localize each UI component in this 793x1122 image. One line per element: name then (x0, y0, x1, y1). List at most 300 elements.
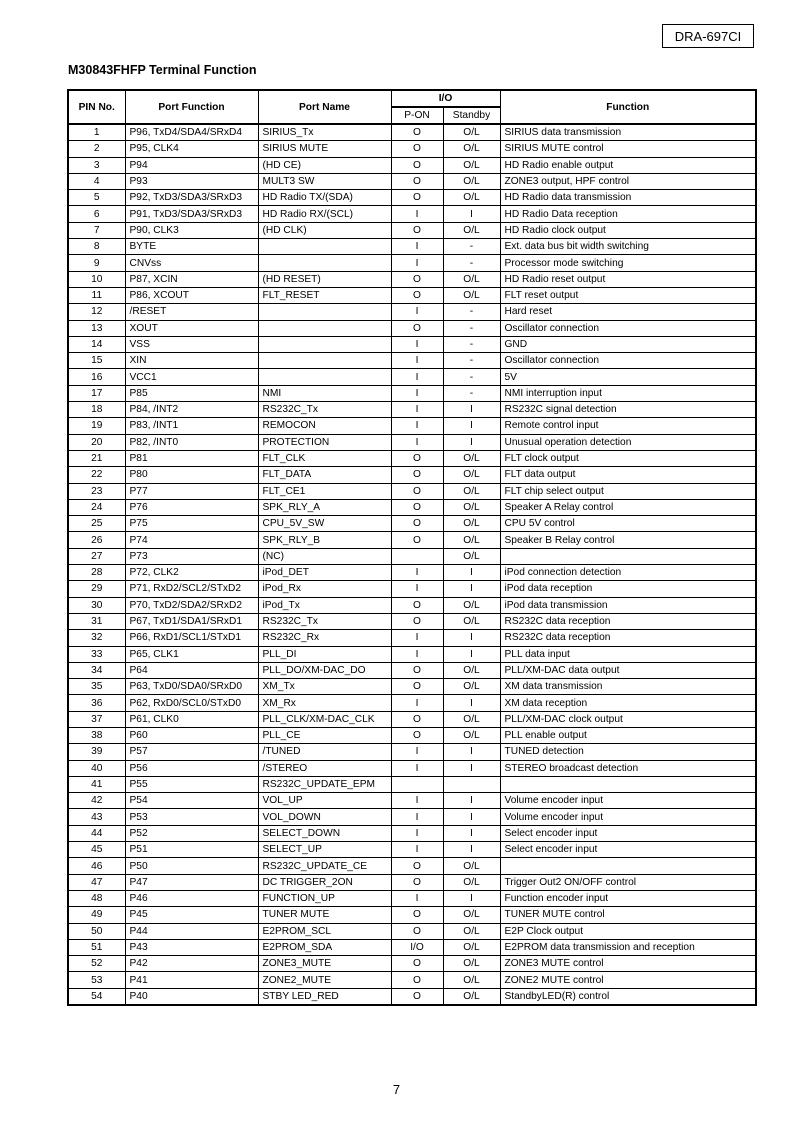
port-name: XM_Tx (258, 679, 391, 695)
io-p-on: O (391, 923, 443, 939)
table-row (68, 972, 756, 988)
header-port-function: Port Function (125, 90, 258, 124)
port-function: P65, CLK1 (125, 646, 258, 662)
function-description: Remote control input (500, 418, 756, 434)
pin-number: 4 (68, 173, 125, 189)
function-description: XM data transmission (500, 679, 756, 695)
io-standby: O/L (443, 141, 500, 157)
port-name (258, 304, 391, 320)
port-name: PLL_DI (258, 646, 391, 662)
function-description: ZONE3 output, HPF control (500, 173, 756, 189)
io-p-on: O (391, 320, 443, 336)
io-p-on: O (391, 173, 443, 189)
table-row (68, 890, 756, 906)
table-row (68, 206, 756, 222)
function-description: Processor mode switching (500, 255, 756, 271)
port-function: P76 (125, 499, 258, 515)
port-name: FLT_RESET (258, 287, 391, 303)
port-name: PLL_CLK/XM-DAC_CLK (258, 711, 391, 727)
port-function: P46 (125, 890, 258, 906)
function-description: Hard reset (500, 304, 756, 320)
function-description: ZONE3 MUTE control (500, 956, 756, 972)
function-description (500, 548, 756, 564)
port-function: P54 (125, 793, 258, 809)
function-description: ZONE2 MUTE control (500, 972, 756, 988)
function-description: iPod connection detection (500, 565, 756, 581)
port-function: P61, CLK0 (125, 711, 258, 727)
io-standby: O/L (443, 499, 500, 515)
function-description: Function encoder input (500, 890, 756, 906)
function-description: RS232C data reception (500, 613, 756, 629)
io-p-on: I/O (391, 939, 443, 955)
port-function: P71, RxD2/SCL2/STxD2 (125, 581, 258, 597)
function-description: iPod data transmission (500, 597, 756, 613)
function-description: Speaker B Relay control (500, 532, 756, 548)
port-name: E2PROM_SDA (258, 939, 391, 955)
pin-number: 52 (68, 956, 125, 972)
pin-number: 1 (68, 124, 125, 141)
terminal-function-table (67, 89, 757, 1006)
port-name: (NC) (258, 548, 391, 564)
io-standby: O/L (443, 124, 500, 141)
port-function: P92, TxD3/SDA3/SRxD3 (125, 190, 258, 206)
table-row (68, 516, 756, 532)
io-standby: O/L (443, 548, 500, 564)
io-standby: O/L (443, 597, 500, 613)
function-description: iPod data reception (500, 581, 756, 597)
io-p-on: I (391, 760, 443, 776)
pin-number: 46 (68, 858, 125, 874)
function-description: TUNED detection (500, 744, 756, 760)
function-description: Oscillator connection (500, 320, 756, 336)
table-row (68, 336, 756, 352)
table-row (68, 939, 756, 955)
io-standby: O/L (443, 287, 500, 303)
io-standby: I (443, 418, 500, 434)
function-description: Select encoder input (500, 825, 756, 841)
function-description: Volume encoder input (500, 809, 756, 825)
port-name: ZONE3_MUTE (258, 956, 391, 972)
pin-number: 35 (68, 679, 125, 695)
port-function: P70, TxD2/SDA2/SRxD2 (125, 597, 258, 613)
io-p-on: O (391, 467, 443, 483)
port-function: P50 (125, 858, 258, 874)
port-name: MULT3 SW (258, 173, 391, 189)
port-function: P73 (125, 548, 258, 564)
pin-number: 6 (68, 206, 125, 222)
table-row (68, 923, 756, 939)
pin-number: 48 (68, 890, 125, 906)
function-description: FLT data output (500, 467, 756, 483)
port-name (258, 336, 391, 352)
function-description: XM data reception (500, 695, 756, 711)
table-row (68, 450, 756, 466)
io-p-on: O (391, 988, 443, 1005)
header-standby: Standby (443, 107, 500, 124)
io-p-on: O (391, 679, 443, 695)
pin-number: 16 (68, 369, 125, 385)
header-port-name: Port Name (258, 90, 391, 124)
io-p-on: I (391, 255, 443, 271)
io-standby: O/L (443, 157, 500, 173)
table-row (68, 630, 756, 646)
table-row (68, 907, 756, 923)
port-name: RS232C_Rx (258, 630, 391, 646)
io-p-on: O (391, 450, 443, 466)
port-function: P63, TxD0/SDA0/SRxD0 (125, 679, 258, 695)
port-name: VOL_UP (258, 793, 391, 809)
io-p-on: O (391, 190, 443, 206)
io-standby: O/L (443, 679, 500, 695)
port-name: SPK_RLY_B (258, 532, 391, 548)
port-function: P84, /INT2 (125, 402, 258, 418)
io-p-on: I (391, 434, 443, 450)
pin-number: 7 (68, 222, 125, 238)
port-name: PROTECTION (258, 434, 391, 450)
io-standby: O/L (443, 190, 500, 206)
header-p-on: P-ON (391, 107, 443, 124)
model-number: DRA-697CI (674, 28, 742, 44)
table-row (68, 141, 756, 157)
port-name: RS232C_UPDATE_CE (258, 858, 391, 874)
io-p-on: O (391, 613, 443, 629)
io-p-on: I (391, 646, 443, 662)
port-name: PLL_DO/XM-DAC_DO (258, 662, 391, 678)
io-standby: - (443, 239, 500, 255)
table-row (68, 776, 756, 792)
table-row (68, 304, 756, 320)
port-function: P75 (125, 516, 258, 532)
pin-number: 15 (68, 353, 125, 369)
io-standby: O/L (443, 923, 500, 939)
io-standby: I (443, 890, 500, 906)
pin-number: 41 (68, 776, 125, 792)
io-standby (443, 776, 500, 792)
table-row (68, 418, 756, 434)
table-row (68, 760, 756, 776)
io-standby: I (443, 825, 500, 841)
pin-number: 23 (68, 483, 125, 499)
header-io: I/O (391, 90, 500, 107)
table-row (68, 353, 756, 369)
function-description: E2PROM data transmission and reception (500, 939, 756, 955)
port-name: SELECT_DOWN (258, 825, 391, 841)
port-function: P81 (125, 450, 258, 466)
function-description: HD Radio enable output (500, 157, 756, 173)
port-function: P72, CLK2 (125, 565, 258, 581)
io-standby: - (443, 385, 500, 401)
table-row (68, 287, 756, 303)
io-standby: O/L (443, 956, 500, 972)
port-name: iPod_Tx (258, 597, 391, 613)
io-p-on: I (391, 418, 443, 434)
port-function: P80 (125, 467, 258, 483)
io-p-on: O (391, 222, 443, 238)
pin-number: 44 (68, 825, 125, 841)
io-p-on: O (391, 287, 443, 303)
pin-number: 53 (68, 972, 125, 988)
io-p-on: O (391, 956, 443, 972)
table-row (68, 385, 756, 401)
function-description: PLL/XM-DAC clock output (500, 711, 756, 727)
port-name: REMOCON (258, 418, 391, 434)
port-name: CPU_5V_SW (258, 516, 391, 532)
function-description: HD Radio Data reception (500, 206, 756, 222)
port-name: RS232C_Tx (258, 613, 391, 629)
port-function: P77 (125, 483, 258, 499)
io-standby: I (443, 434, 500, 450)
pin-number: 30 (68, 597, 125, 613)
pin-number: 2 (68, 141, 125, 157)
io-p-on: O (391, 711, 443, 727)
io-p-on: O (391, 516, 443, 532)
port-name: XM_Rx (258, 695, 391, 711)
io-p-on: O (391, 662, 443, 678)
io-standby: I (443, 565, 500, 581)
port-name: (HD CLK) (258, 222, 391, 238)
port-name: FUNCTION_UP (258, 890, 391, 906)
port-function: P91, TxD3/SDA3/SRxD3 (125, 206, 258, 222)
port-name: SPK_RLY_A (258, 499, 391, 515)
pin-number: 19 (68, 418, 125, 434)
table-row (68, 646, 756, 662)
pin-number: 50 (68, 923, 125, 939)
port-name (258, 320, 391, 336)
port-function: P94 (125, 157, 258, 173)
io-standby: O/L (443, 450, 500, 466)
port-name: HD Radio TX/(SDA) (258, 190, 391, 206)
pin-number: 29 (68, 581, 125, 597)
pin-number: 43 (68, 809, 125, 825)
pin-number: 21 (68, 450, 125, 466)
pin-number: 13 (68, 320, 125, 336)
port-function: P62, RxD0/SCL0/STxD0 (125, 695, 258, 711)
function-description: 5V (500, 369, 756, 385)
port-name: VOL_DOWN (258, 809, 391, 825)
port-function: P51 (125, 842, 258, 858)
port-function: P55 (125, 776, 258, 792)
pin-number: 49 (68, 907, 125, 923)
port-function: P90, CLK3 (125, 222, 258, 238)
table-row (68, 467, 756, 483)
port-function: VCC1 (125, 369, 258, 385)
pin-number: 20 (68, 434, 125, 450)
io-standby: I (443, 206, 500, 222)
table-row (68, 825, 756, 841)
pin-number: 18 (68, 402, 125, 418)
pin-number: 27 (68, 548, 125, 564)
port-name: SIRIUS MUTE (258, 141, 391, 157)
io-p-on: I (391, 630, 443, 646)
table-row (68, 434, 756, 450)
io-p-on: I (391, 402, 443, 418)
table-row (68, 173, 756, 189)
port-name: SIRIUS_Tx (258, 124, 391, 141)
io-p-on: I (391, 793, 443, 809)
function-description: TUNER MUTE control (500, 907, 756, 923)
port-function: P74 (125, 532, 258, 548)
function-description: PLL/XM-DAC data output (500, 662, 756, 678)
table-row (68, 744, 756, 760)
io-p-on: O (391, 157, 443, 173)
function-description: FLT chip select output (500, 483, 756, 499)
io-p-on: I (391, 369, 443, 385)
table-row (68, 613, 756, 629)
function-description: Trigger Out2 ON/OFF control (500, 874, 756, 890)
pin-number: 51 (68, 939, 125, 955)
io-p-on (391, 776, 443, 792)
io-standby: I (443, 760, 500, 776)
table-row (68, 874, 756, 890)
header-function: Function (500, 90, 756, 124)
function-description: FLT clock output (500, 450, 756, 466)
table-row (68, 956, 756, 972)
port-function: P45 (125, 907, 258, 923)
table-row (68, 597, 756, 613)
io-p-on: I (391, 353, 443, 369)
io-standby: O/L (443, 173, 500, 189)
io-p-on: I (391, 695, 443, 711)
function-description: PLL enable output (500, 727, 756, 743)
pin-number: 32 (68, 630, 125, 646)
io-p-on: O (391, 972, 443, 988)
table-row (68, 809, 756, 825)
function-description: PLL data input (500, 646, 756, 662)
function-description: StandbyLED(R) control (500, 988, 756, 1005)
page-number: 7 (392, 1082, 401, 1097)
table-row (68, 988, 756, 1005)
port-name: FLT_CLK (258, 450, 391, 466)
table-row (68, 581, 756, 597)
port-name: PLL_CE (258, 727, 391, 743)
port-name: /STEREO (258, 760, 391, 776)
port-name: (HD RESET) (258, 271, 391, 287)
io-standby: - (443, 336, 500, 352)
pin-number: 42 (68, 793, 125, 809)
port-name: TUNER MUTE (258, 907, 391, 923)
function-description: RS232C signal detection (500, 402, 756, 418)
table-row (68, 124, 756, 141)
io-p-on: I (391, 336, 443, 352)
function-description: Oscillator connection (500, 353, 756, 369)
io-standby: O/L (443, 532, 500, 548)
io-standby: I (443, 630, 500, 646)
io-p-on: I (391, 565, 443, 581)
function-description: Volume encoder input (500, 793, 756, 809)
pin-number: 45 (68, 842, 125, 858)
io-standby: I (443, 842, 500, 858)
port-name: (HD CE) (258, 157, 391, 173)
io-p-on: O (391, 597, 443, 613)
port-function: P93 (125, 173, 258, 189)
pin-number: 14 (68, 336, 125, 352)
table-row (68, 532, 756, 548)
port-function: XIN (125, 353, 258, 369)
io-standby: O/L (443, 874, 500, 890)
port-name: STBY LED_RED (258, 988, 391, 1005)
table-row (68, 793, 756, 809)
port-function: P56 (125, 760, 258, 776)
io-standby: I (443, 744, 500, 760)
pin-number: 10 (68, 271, 125, 287)
io-p-on: I (391, 239, 443, 255)
table-row (68, 662, 756, 678)
io-standby: O/L (443, 271, 500, 287)
io-standby: O/L (443, 727, 500, 743)
function-description: E2P Clock output (500, 923, 756, 939)
io-standby: O/L (443, 516, 500, 532)
io-p-on: I (391, 304, 443, 320)
table-row (68, 190, 756, 206)
table-row (68, 695, 756, 711)
table-row (68, 858, 756, 874)
port-name: ZONE2_MUTE (258, 972, 391, 988)
io-standby: - (443, 304, 500, 320)
io-standby: O/L (443, 483, 500, 499)
port-name: FLT_DATA (258, 467, 391, 483)
pin-number: 5 (68, 190, 125, 206)
io-standby: I (443, 695, 500, 711)
table-row (68, 565, 756, 581)
table-row (68, 402, 756, 418)
io-p-on: I (391, 890, 443, 906)
io-p-on: O (391, 141, 443, 157)
table-row (68, 222, 756, 238)
io-standby: O/L (443, 467, 500, 483)
port-function: P64 (125, 662, 258, 678)
io-p-on: O (391, 124, 443, 141)
io-p-on: I (391, 744, 443, 760)
port-function: XOUT (125, 320, 258, 336)
pin-number: 12 (68, 304, 125, 320)
header-pin-no: PIN No. (68, 90, 125, 124)
port-function: P47 (125, 874, 258, 890)
io-standby: I (443, 581, 500, 597)
io-standby: - (443, 255, 500, 271)
port-name: HD Radio RX/(SCL) (258, 206, 391, 222)
pin-number: 31 (68, 613, 125, 629)
function-description: GND (500, 336, 756, 352)
table-row (68, 255, 756, 271)
table-row (68, 679, 756, 695)
model-number-box (662, 24, 754, 48)
port-function: /RESET (125, 304, 258, 320)
port-function: P82, /INT0 (125, 434, 258, 450)
port-function: P40 (125, 988, 258, 1005)
function-description: HD Radio data transmission (500, 190, 756, 206)
pin-number: 54 (68, 988, 125, 1005)
port-name (258, 353, 391, 369)
port-function: P43 (125, 939, 258, 955)
port-function: P87, XCIN (125, 271, 258, 287)
table-row (68, 727, 756, 743)
function-description: CPU 5V control (500, 516, 756, 532)
function-description: STEREO broadcast detection (500, 760, 756, 776)
table-row (68, 483, 756, 499)
port-function: P44 (125, 923, 258, 939)
port-function: P85 (125, 385, 258, 401)
function-description: Ext. data bus bit width switching (500, 239, 756, 255)
io-p-on: O (391, 271, 443, 287)
pin-number: 9 (68, 255, 125, 271)
port-name: RS232C_Tx (258, 402, 391, 418)
port-function: P83, /INT1 (125, 418, 258, 434)
io-p-on: I (391, 581, 443, 597)
port-name: DC TRIGGER_2ON (258, 874, 391, 890)
function-description (500, 776, 756, 792)
port-name (258, 369, 391, 385)
io-standby: O/L (443, 907, 500, 923)
